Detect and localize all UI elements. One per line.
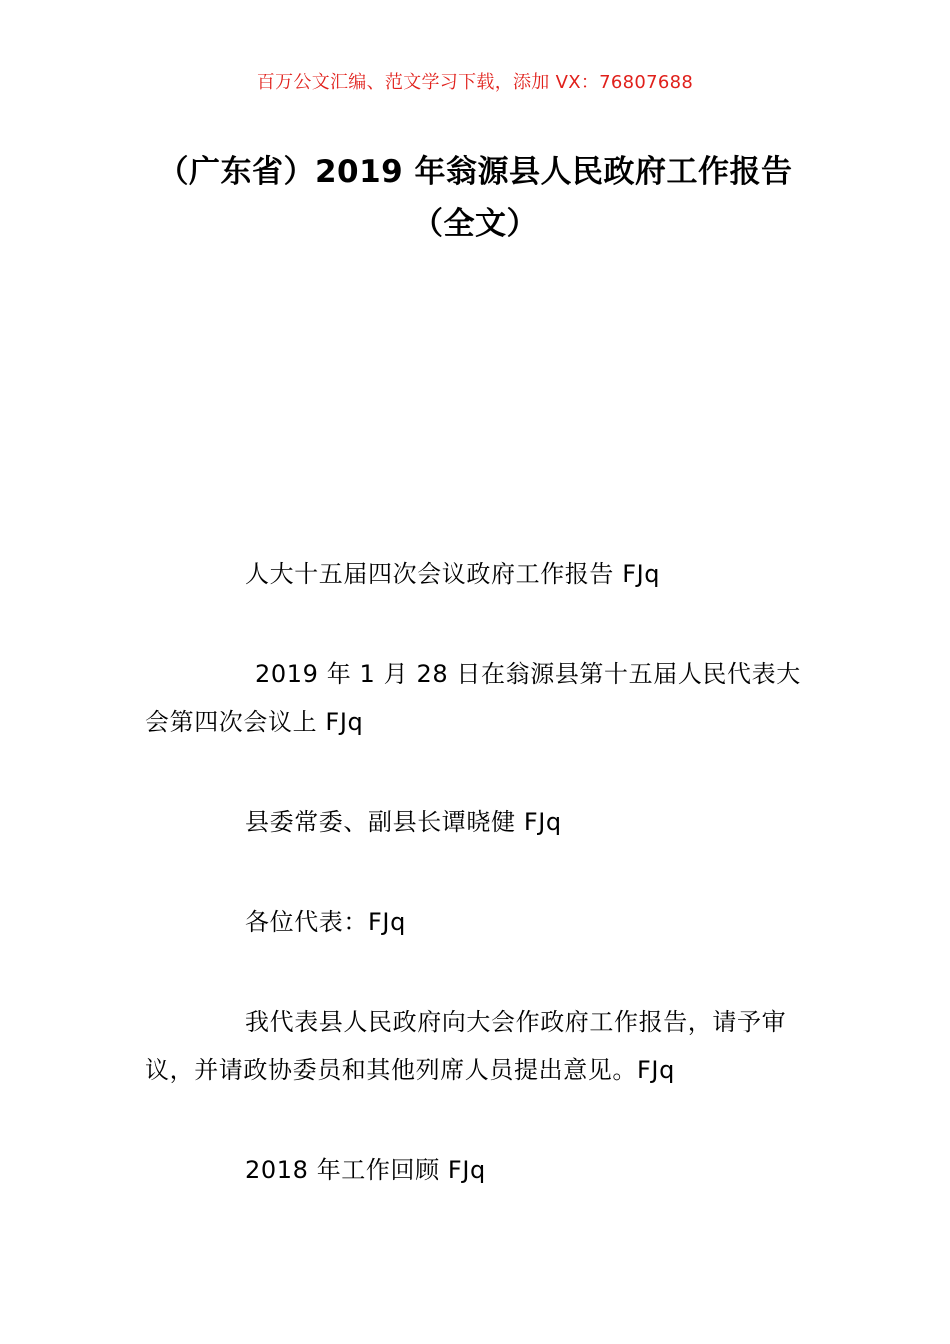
paragraph-speaker: 县委常委、副县长谭晓健 FJq — [245, 808, 562, 836]
document-title: （广东省）2019 年翁源县人民政府工作报告（全文） — [157, 154, 793, 242]
paragraph-section-heading: 2018 年工作回顾 FJq — [245, 1156, 486, 1184]
paragraph-date-venue: 2019 年 1 月 28 日在翁源县第十五届人民代表大会第四次会议上 FJq — [145, 660, 801, 736]
paragraph-salutation: 各位代表：FJq — [245, 908, 406, 936]
paragraph-intro: 我代表县人民政府向大会作政府工作报告，请予审议，并请政协委员和其他列席人员提出意见。FJq — [145, 1008, 787, 1084]
paragraph-session-heading: 人大十五届四次会议政府工作报告 FJq — [245, 560, 661, 588]
header-promo-text: 百万公文汇编、范文学习下载，添加 VX：76807688 — [256, 72, 694, 93]
